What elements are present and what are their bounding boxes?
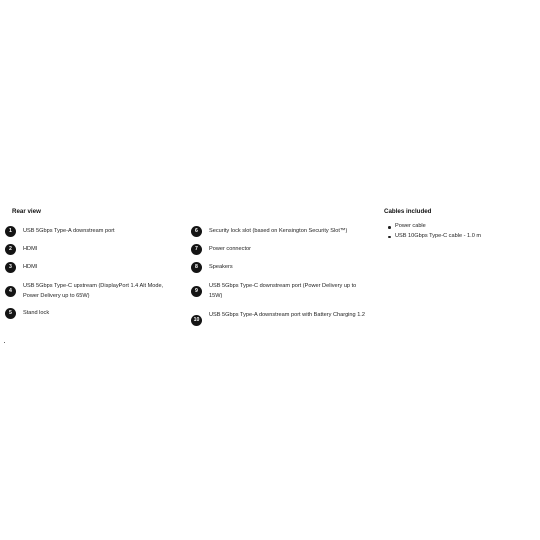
port-number-badge: 10 [191,315,202,326]
port-label: USB 5Gbps Type-A downstream port [23,228,115,234]
port-item-1 [5,226,180,237]
port-label: HDMI [23,264,38,270]
port-item-2 [5,244,180,255]
port-number-badge: 7 [191,244,202,255]
port-item-3 [5,262,180,273]
cables-list [388,222,481,241]
port-number-badge: 6 [191,226,202,237]
port-number-badge: 9 [191,286,202,297]
port-label: USB 5Gbps Type-A downstream port with Battery Charging 1.2 [209,312,365,318]
port-label: USB 5Gbps Type-C downstream port (Power Delivery up to 15W) [209,283,357,299]
port-item-9 [191,281,366,301]
port-label: Speakers [209,264,233,270]
port-item-4 [5,281,180,301]
port-number-badge: 3 [5,262,16,273]
port-number-badge: 4 [5,286,16,297]
port-item-5 [5,308,180,319]
port-number-badge: 1 [5,226,16,237]
port-item-10 [191,310,366,326]
cables-included-heading: Cables included [384,208,432,215]
rear-view-heading: Rear view [12,208,41,215]
port-item-6 [191,226,366,237]
port-number-badge: 5 [5,308,16,319]
port-label: Power connector [209,246,251,252]
stray-mark [4,342,5,343]
port-label: HDMI [23,246,38,252]
port-label: Security lock slot (based on Kensington Security Slot™) [209,228,348,234]
list-item: Power cable [388,222,481,232]
port-number-badge: 8 [191,262,202,273]
port-label: Stand lock [23,310,50,316]
port-number-badge: 2 [5,244,16,255]
port-label: USB 5Gbps Type-C upstream (DisplayPort 1.4 Alt Mode, Power Delivery up to 65W) [23,283,164,299]
port-item-7 [191,244,366,255]
port-item-8 [191,262,366,273]
list-item: USB 10Gbps Type-C cable - 1.0 m [388,232,481,242]
